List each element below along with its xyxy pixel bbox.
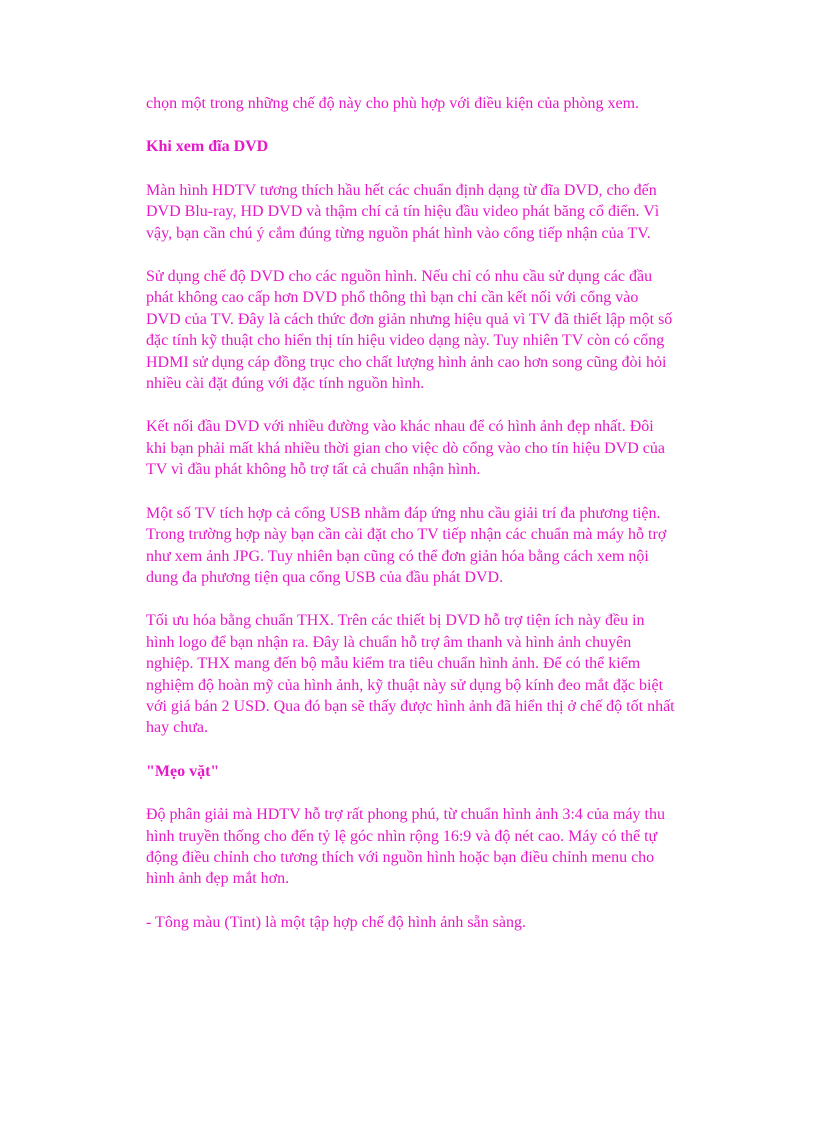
heading-dvd: Khi xem đĩa DVD: [146, 138, 269, 156]
paragraph-dvd-mode: Sử dụng chế độ DVD cho các nguồn hình. Nếu chỉ có nhu cầu sử dụng các đầu phát không cao cấp hơn DVD phổ thông thì bạn chỉ cần kết nối với cổng vào DVD của TV. Đây là cách thức đơn giản nhưng hiệu quả vì TV đã thiết lập một số đặc tính kỹ thuật cho hiển thị tín hiệu video dạng này. Tuy nhiên TV còn có cổng HDMI sử dụng cáp đồng trục cho chất lượng hình ảnh cao hơn song cũng đòi hỏi nhiều cài đặt đúng với đặc tính nguồn hình.: [146, 268, 673, 393]
paragraph-resolution: Độ phân giải mà HDTV hỗ trợ rất phong phú, từ chuẩn hình ảnh 3:4 của máy thu hình truyền thống cho đến tỷ lệ góc nhìn rộng 16:9 và độ nét cao. Máy có thể tự động điều chỉnh cho tương thích với nguồn hình hoặc bạn điều chỉnh menu cho hình ảnh đẹp mắt hơn.: [146, 806, 665, 888]
document-page: [146, 93, 676, 955]
heading-tips: "Mẹo vặt": [146, 762, 220, 780]
paragraph-thx: Tối ưu hóa bằng chuẩn THX. Trên các thiết bị DVD hỗ trợ tiện ích này đều in hình logo để bạn nhận ra. Đây là chuẩn hỗ trợ âm thanh và hình ảnh chuyên nghiệp. THX mang đến bộ mẫu kiểm tra tiêu chuẩn hình ảnh. Để có thể kiểm nghiệm độ hoàn mỹ của hình ảnh, kỹ thuật này sử dụng bộ kính đeo mắt đặc biệt với giá bán 2 USD. Qua đó bạn sẽ thấy được hình ảnh đã hiển thị ở chế độ tốt nhất hay chưa.: [146, 612, 675, 737]
paragraph-hdtv-compatibility: Màn hình HDTV tương thích hầu hết các chuẩn định dạng từ đĩa DVD, cho đến DVD Blu-ray, HD DVD và thậm chí cả tín hiệu đầu video phát băng cổ điển. Vì vậy, bạn cần chú ý cắm đúng từng nguồn phát hình vào cổng tiếp nhận của TV.: [146, 181, 660, 242]
paragraph-dvd-connections: Kết nối đầu DVD với nhiều đường vào khác nhau để có hình ảnh đẹp nhất. Đôi khi bạn phải mất khá nhiều thời gian cho việc dò cổng vào cho tín hiệu DVD của TV vì đầu phát không hỗ trợ tất cả chuẩn nhận hình.: [146, 418, 665, 479]
paragraph-usb: Một số TV tích hợp cả cổng USB nhằm đáp ứng nhu cầu giải trí đa phương tiện. Trong trường hợp này bạn cần cài đặt cho TV tiếp nhận các chuẩn mà máy hỗ trợ như xem ảnh JPG. Tuy nhiên bạn cũng có thể đơn giản hóa bằng cách xem nội dung đa phương tiện qua cổng USB của đầu phát DVD.: [146, 504, 667, 586]
intro-paragraph: chọn một trong những chế độ này cho phù hợp với điều kiện của phòng xem.: [146, 95, 640, 112]
paragraph-tint: - Tông màu (Tint) là một tập hợp chế độ hình ảnh sẵn sàng.: [146, 913, 526, 931]
